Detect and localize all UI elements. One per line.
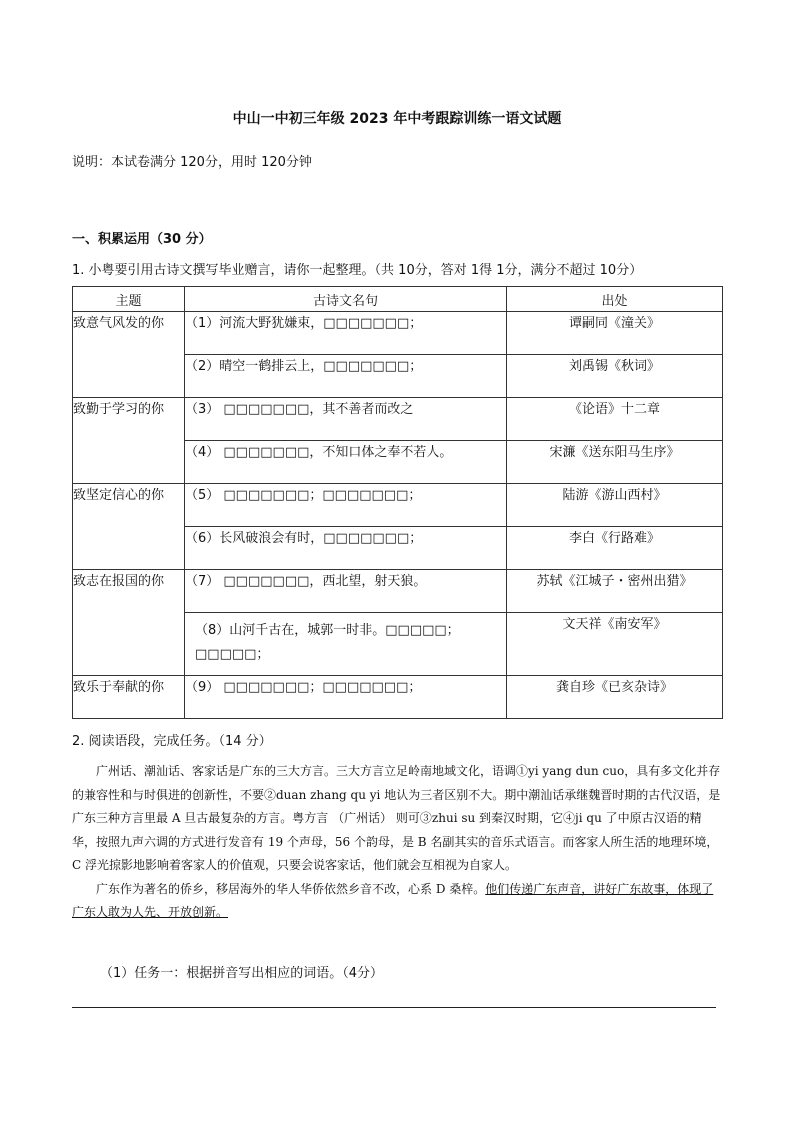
header-source: 出处 [507,287,723,312]
passage-paragraph-2-lead: 广东作为著名的侨乡，移居海外的华人华侨依然乡音不改，心系 D 桑梓。 [96,881,486,896]
theme-cell: 致志在报国的你 [73,570,185,676]
theme-cell: 致意气风发的你 [73,312,185,398]
poetry-table [72,286,723,719]
question-2-stem: 2. 阅读语段，完成任务。（14 分） [72,734,272,749]
table-row [73,676,723,719]
source-cell: 刘禹锡《秋词》 [507,355,723,398]
table-row [73,312,723,355]
poem-line-cell: （4） □□□□□□□，不知口体之奉不若人。 [185,441,507,484]
source-cell: 文天祥《南安军》 [507,613,723,676]
poem-line-cell: （1）河流大野犹嫌束，□□□□□□□； [185,312,507,355]
source-cell: 宋濂《送东阳马生序》 [507,441,723,484]
source-cell: 李白《行路难》 [507,527,723,570]
source-cell: 陆游《游山西村》 [507,484,723,527]
task-1-prompt: （1）任务一：根据拼音写出相应的词语。（4分） [100,966,384,981]
table-row [73,398,723,441]
source-cell: 谭嗣同《潼关》 [507,312,723,355]
poem-line-cell: （8）山河千古在，城郭一时非。□□□□□；□□□□□； [185,613,507,676]
page-title: 中山一中初三年级 2023 年中考跟踪训练一语文试题 [232,111,562,127]
passage-paragraph-1: 广州话、潮汕话、客家话是广东的三大方言。三大方言立足岭南地域文化，语调①yi yang dun cuo，具有多文化并存的兼容性和与时俱进的创新性，不要②duan zhang qu yi 地认为三者区别不大。期中潮汕话承继魏晋时期的古代汉语，是广东三种方言里最 A 旦古最复杂的方言。粤方言 （广州话） 则可③zhui su 到秦汉时期，它④ji qu 了中原古汉语的精华，按照九声六调的方式进行发音有 19 个声母，56 个韵母，是 B 名副其实的音乐式语言。而客家人所生活的地理环境，C 浮光掠影地影响着客家人的价值观，只要会说客家话，他们就会互相视为自家人。 [72,764,721,872]
passage-paragraph-2 [72,878,722,925]
answer-line [72,1007,716,1008]
table-header-row [73,287,723,312]
reading-passage [72,760,722,925]
source-cell: 苏轼《江城子・密州出猎》 [507,570,723,613]
table-row [73,484,723,527]
section-heading: 一、积累运用（30 分） [72,232,212,247]
poem-line-cell: （5） □□□□□□□；□□□□□□□； [185,484,507,527]
theme-cell: 致坚定信心的你 [73,484,185,570]
poem-line-cell: （9） □□□□□□□；□□□□□□□； [185,676,507,719]
poem-line-cell: （2）晴空一鹤排云上，□□□□□□□； [185,355,507,398]
poem-line-cell: （7） □□□□□□□，西北望，射天狼。 [185,570,507,613]
exam-note: 说明：本试卷满分 120分，用时 120分钟 [72,155,312,170]
theme-cell: 致勤于学习的你 [73,398,185,484]
table-row [73,570,723,613]
source-cell: 《论语》十二章 [507,398,723,441]
source-cell: 龚自珍《已亥杂诗》 [507,676,723,719]
underlined-sentence: 他们传递广东声音，讲好广东故事，体现了广东人敢为人先、开放创新。 [72,881,714,919]
header-theme: 主题 [73,287,185,312]
question-1-stem: 1. 小粤要引用古诗文撰写毕业赠言，请你一起整理。（共 10分，答对 1得 1分，满分不超过 10分） [72,263,643,278]
poem-line-cell: （3） □□□□□□□，其不善者而改之 [185,398,507,441]
poem-line-cell: （6）长风破浪会有时，□□□□□□□； [185,527,507,570]
header-line: 古诗文名句 [185,287,507,312]
theme-cell: 致乐于奉献的你 [73,676,185,719]
